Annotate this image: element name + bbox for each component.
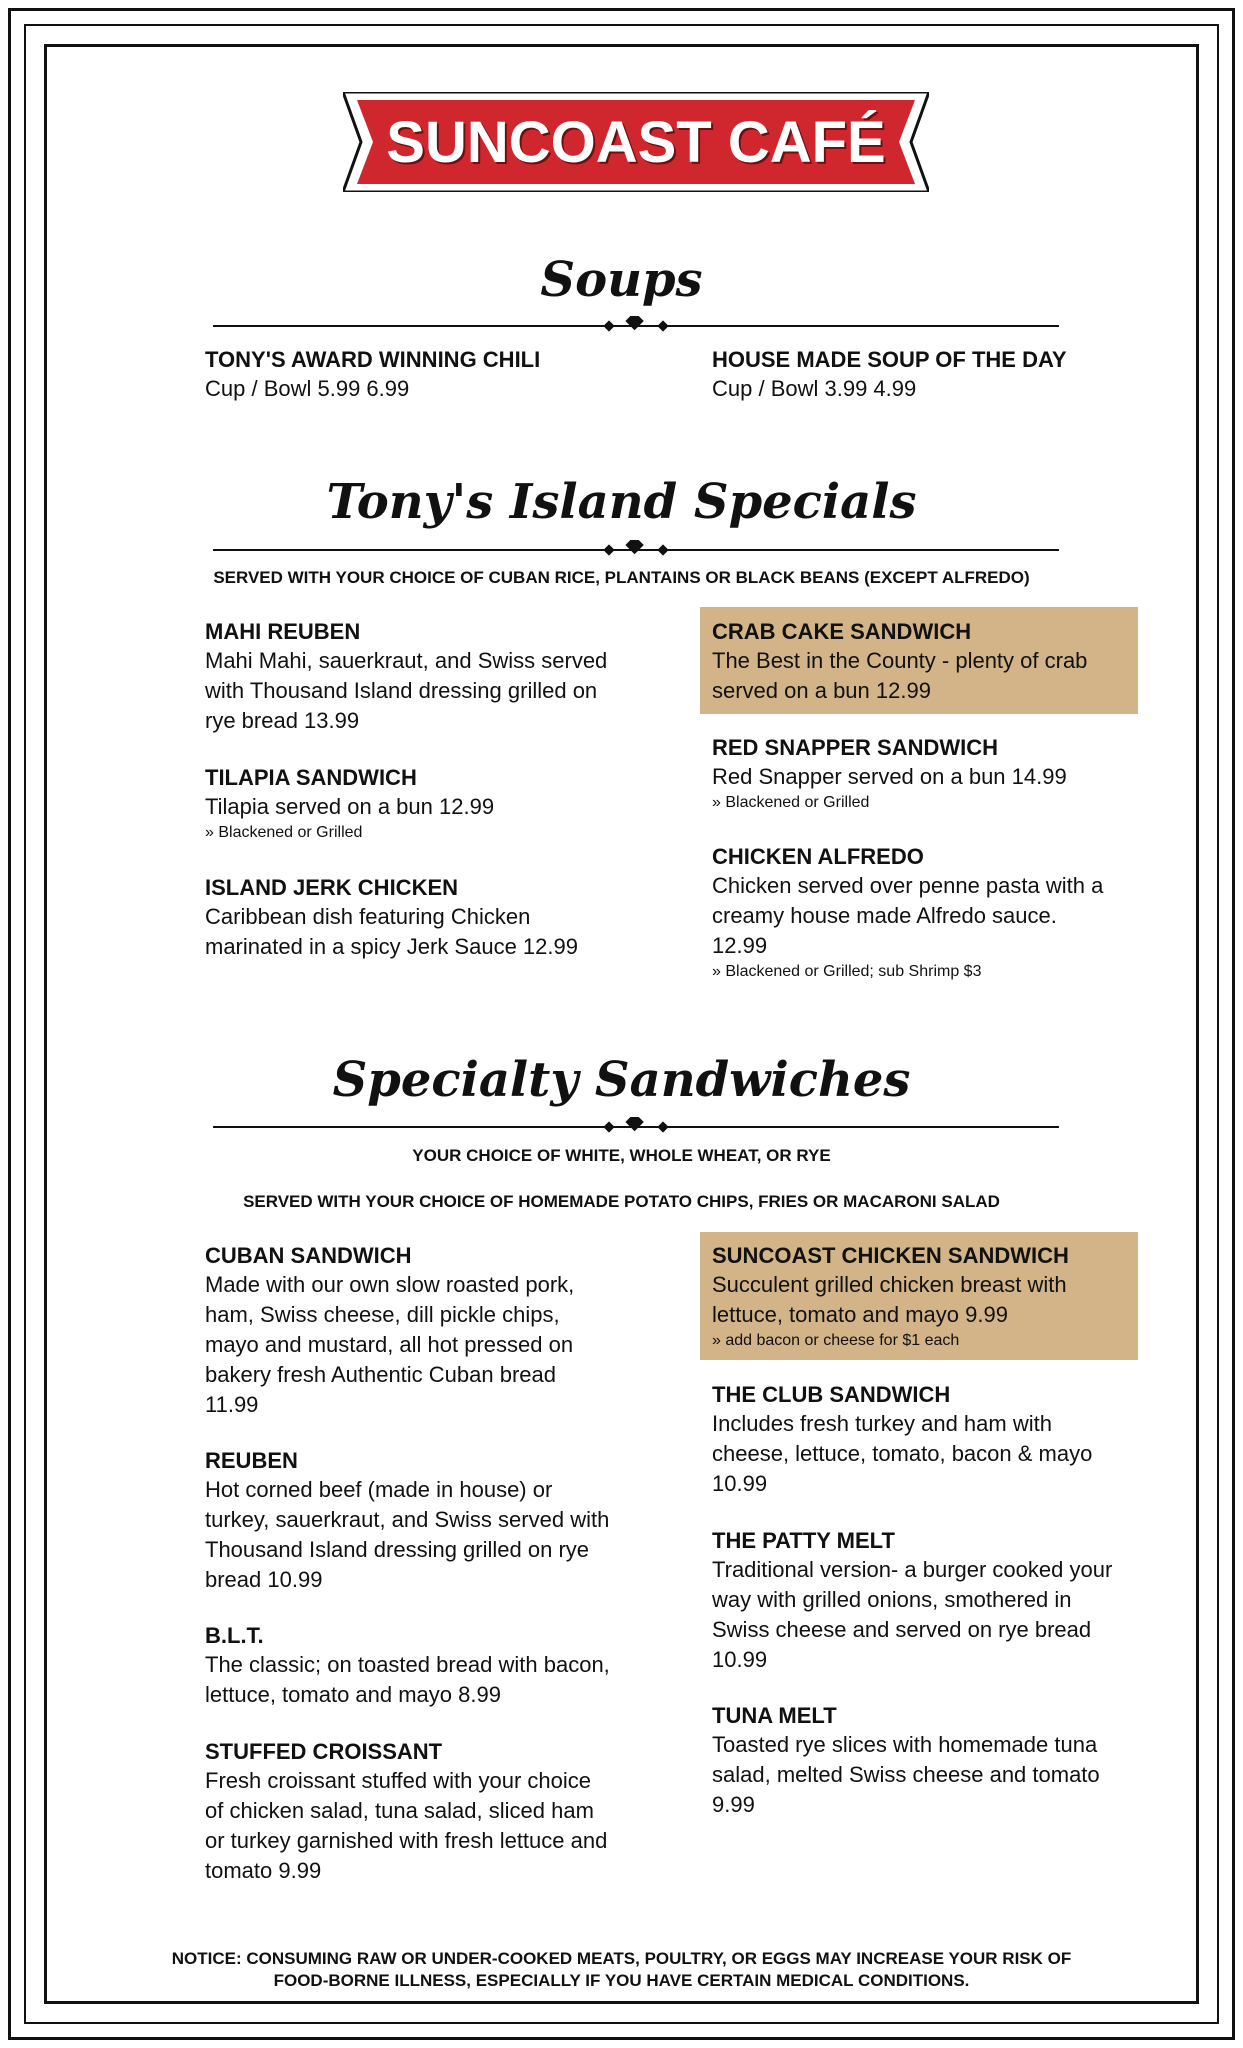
item-name: HOUSE MADE SOUP OF THE DAY (712, 347, 1067, 372)
item-desc: 10.99 (712, 1647, 768, 1672)
item-desc: or turkey garnished with fresh lettuce and (205, 1828, 608, 1853)
item-name: THE CLUB SANDWICH (712, 1382, 951, 1407)
item-name: CRAB CAKE SANDWICH (712, 619, 972, 644)
item-desc: Thousand Island dressing grilled on rye (205, 1537, 590, 1562)
item-note: » Blackened or Grilled (712, 794, 870, 811)
item-name: B.L.T. (205, 1623, 264, 1648)
menu-item (712, 843, 1142, 983)
item-name: CHICKEN ALFREDO (712, 844, 924, 869)
menu-item (712, 1381, 1142, 1499)
cafe-title: SUNCOAST CAFÉ (386, 109, 886, 175)
item-desc: way with grilled onions, smothered in (712, 1587, 1072, 1612)
item-price: Cup / Bowl 3.99 4.99 (712, 376, 917, 401)
item-desc: 9.99 (712, 1792, 755, 1817)
item-name: CUBAN SANDWICH (205, 1243, 412, 1268)
menu-item (205, 618, 635, 736)
item-desc: of chicken salad, tuna salad, sliced ham (205, 1798, 594, 1823)
item-desc: Made with our own slow roasted pork, (205, 1272, 575, 1297)
notice-line: NOTICE: CONSUMING RAW OR UNDER-COOKED MEATS, POULTRY, OR EGGS MAY INCREASE YOUR RISK OF (171, 1949, 1072, 1968)
soups-heading: Soups (540, 252, 703, 308)
menu-item (205, 1738, 635, 1886)
item-desc: The Best in the County - plenty of crab (712, 648, 1088, 673)
food-safety-notice (150, 1948, 1093, 1992)
item-desc: mayo and mustard, all hot pressed on (205, 1332, 574, 1357)
bread-choice-note: YOUR CHOICE OF WHITE, WHOLE WHEAT, OR RYE (412, 1146, 831, 1165)
item-desc: lettuce, tomato and mayo 8.99 (205, 1682, 501, 1707)
item-name: RED SNAPPER SANDWICH (712, 735, 999, 760)
item-note: » add bacon or cheese for $1 each (712, 1332, 960, 1349)
ornamental-divider (213, 1117, 1059, 1137)
menu-item (205, 1447, 635, 1595)
item-desc: bread 10.99 (205, 1567, 323, 1592)
item-desc: Caribbean dish featuring Chicken (205, 904, 531, 929)
item-name: TONY'S AWARD WINNING CHILI (205, 347, 541, 372)
item-price: Cup / Bowl 5.99 6.99 (205, 376, 410, 401)
menu-item (205, 1242, 635, 1420)
item-name: STUFFED CROISSANT (205, 1739, 443, 1764)
item-desc: creamy house made Alfredo sauce. (712, 903, 1057, 928)
item-note: » Blackened or Grilled; sub Shrimp $3 (712, 963, 982, 980)
item-desc: cheese, lettuce, tomato, bacon & mayo (712, 1441, 1093, 1466)
item-desc: Chicken served over penne pasta with a (712, 873, 1104, 898)
soup-item (712, 346, 1142, 404)
menu-item (712, 734, 1142, 814)
menu-item (205, 764, 635, 844)
sides-choice-note: SERVED WITH YOUR CHOICE OF HOMEMADE POTATO CHIPS, FRIES OR MACARONI SALAD (243, 1192, 1000, 1211)
item-desc: 11.99 (205, 1392, 259, 1417)
item-desc: with Thousand Island dressing grilled on (205, 678, 598, 703)
item-name: THE PATTY MELT (712, 1528, 895, 1553)
ornamental-divider (213, 316, 1059, 336)
item-desc: Toasted rye slices with homemade tuna (712, 1732, 1098, 1757)
item-desc: bakery fresh Authentic Cuban bread (205, 1362, 557, 1387)
item-desc: Traditional version- a burger cooked your (712, 1557, 1113, 1582)
item-desc: Tilapia served on a bun 12.99 (205, 794, 495, 819)
item-desc: 12.99 (712, 933, 768, 958)
item-desc: Succulent grilled chicken breast with (712, 1272, 1067, 1297)
menu-item (205, 874, 635, 962)
menu-item (712, 1527, 1142, 1675)
item-name: TILAPIA SANDWICH (205, 765, 417, 790)
item-name: ISLAND JERK CHICKEN (205, 875, 459, 900)
notice-line: FOOD-BORNE ILLNESS, ESPECIALLY IF YOU HAVE CERTAIN MEDICAL CONDITIONS. (273, 1971, 970, 1990)
item-desc: rye bread 13.99 (205, 708, 360, 733)
item-desc: salad, melted Swiss cheese and tomato (712, 1762, 1100, 1787)
title-banner (343, 92, 929, 192)
specialty-sandwiches-heading: Specialty Sandwiches (332, 1052, 911, 1108)
item-desc: Fresh croissant stuffed with your choice (205, 1768, 591, 1793)
island-specials-heading: Tony's Island Specials (326, 474, 917, 530)
menu-item (712, 1242, 1142, 1352)
menu-item (205, 1622, 635, 1710)
item-desc: turkey, sauerkraut, and Swiss served with (205, 1507, 610, 1532)
item-desc: marinated in a spicy Jerk Sauce 12.99 (205, 934, 578, 959)
item-desc: ham, Swiss cheese, dill pickle chips, (205, 1302, 560, 1327)
item-name: TUNA MELT (712, 1703, 837, 1728)
item-desc: Red Snapper served on a bun 14.99 (712, 764, 1067, 789)
item-desc: served on a bun 12.99 (712, 678, 931, 703)
item-desc: Swiss cheese and served on rye bread (712, 1617, 1092, 1642)
item-name: REUBEN (205, 1448, 298, 1473)
item-desc: Mahi Mahi, sauerkraut, and Swiss served (205, 648, 608, 673)
item-desc: Hot corned beef (made in house) or (205, 1477, 553, 1502)
item-name: MAHI REUBEN (205, 619, 361, 644)
menu-item (712, 1702, 1142, 1820)
item-desc: Includes fresh turkey and ham with (712, 1411, 1052, 1436)
item-desc: 10.99 (712, 1471, 768, 1496)
island-sides-note: SERVED WITH YOUR CHOICE OF CUBAN RICE, PLANTAINS OR BLACK BEANS (EXCEPT ALFREDO) (213, 568, 1030, 587)
item-desc: The classic; on toasted bread with bacon, (205, 1652, 610, 1677)
item-desc: lettuce, tomato and mayo 9.99 (712, 1302, 1008, 1327)
item-note: » Blackened or Grilled (205, 824, 363, 841)
ornamental-divider (213, 540, 1059, 560)
soup-item (205, 346, 635, 404)
item-desc: tomato 9.99 (205, 1858, 322, 1883)
menu-item (712, 618, 1142, 706)
item-name: SUNCOAST CHICKEN SANDWICH (712, 1243, 1069, 1268)
